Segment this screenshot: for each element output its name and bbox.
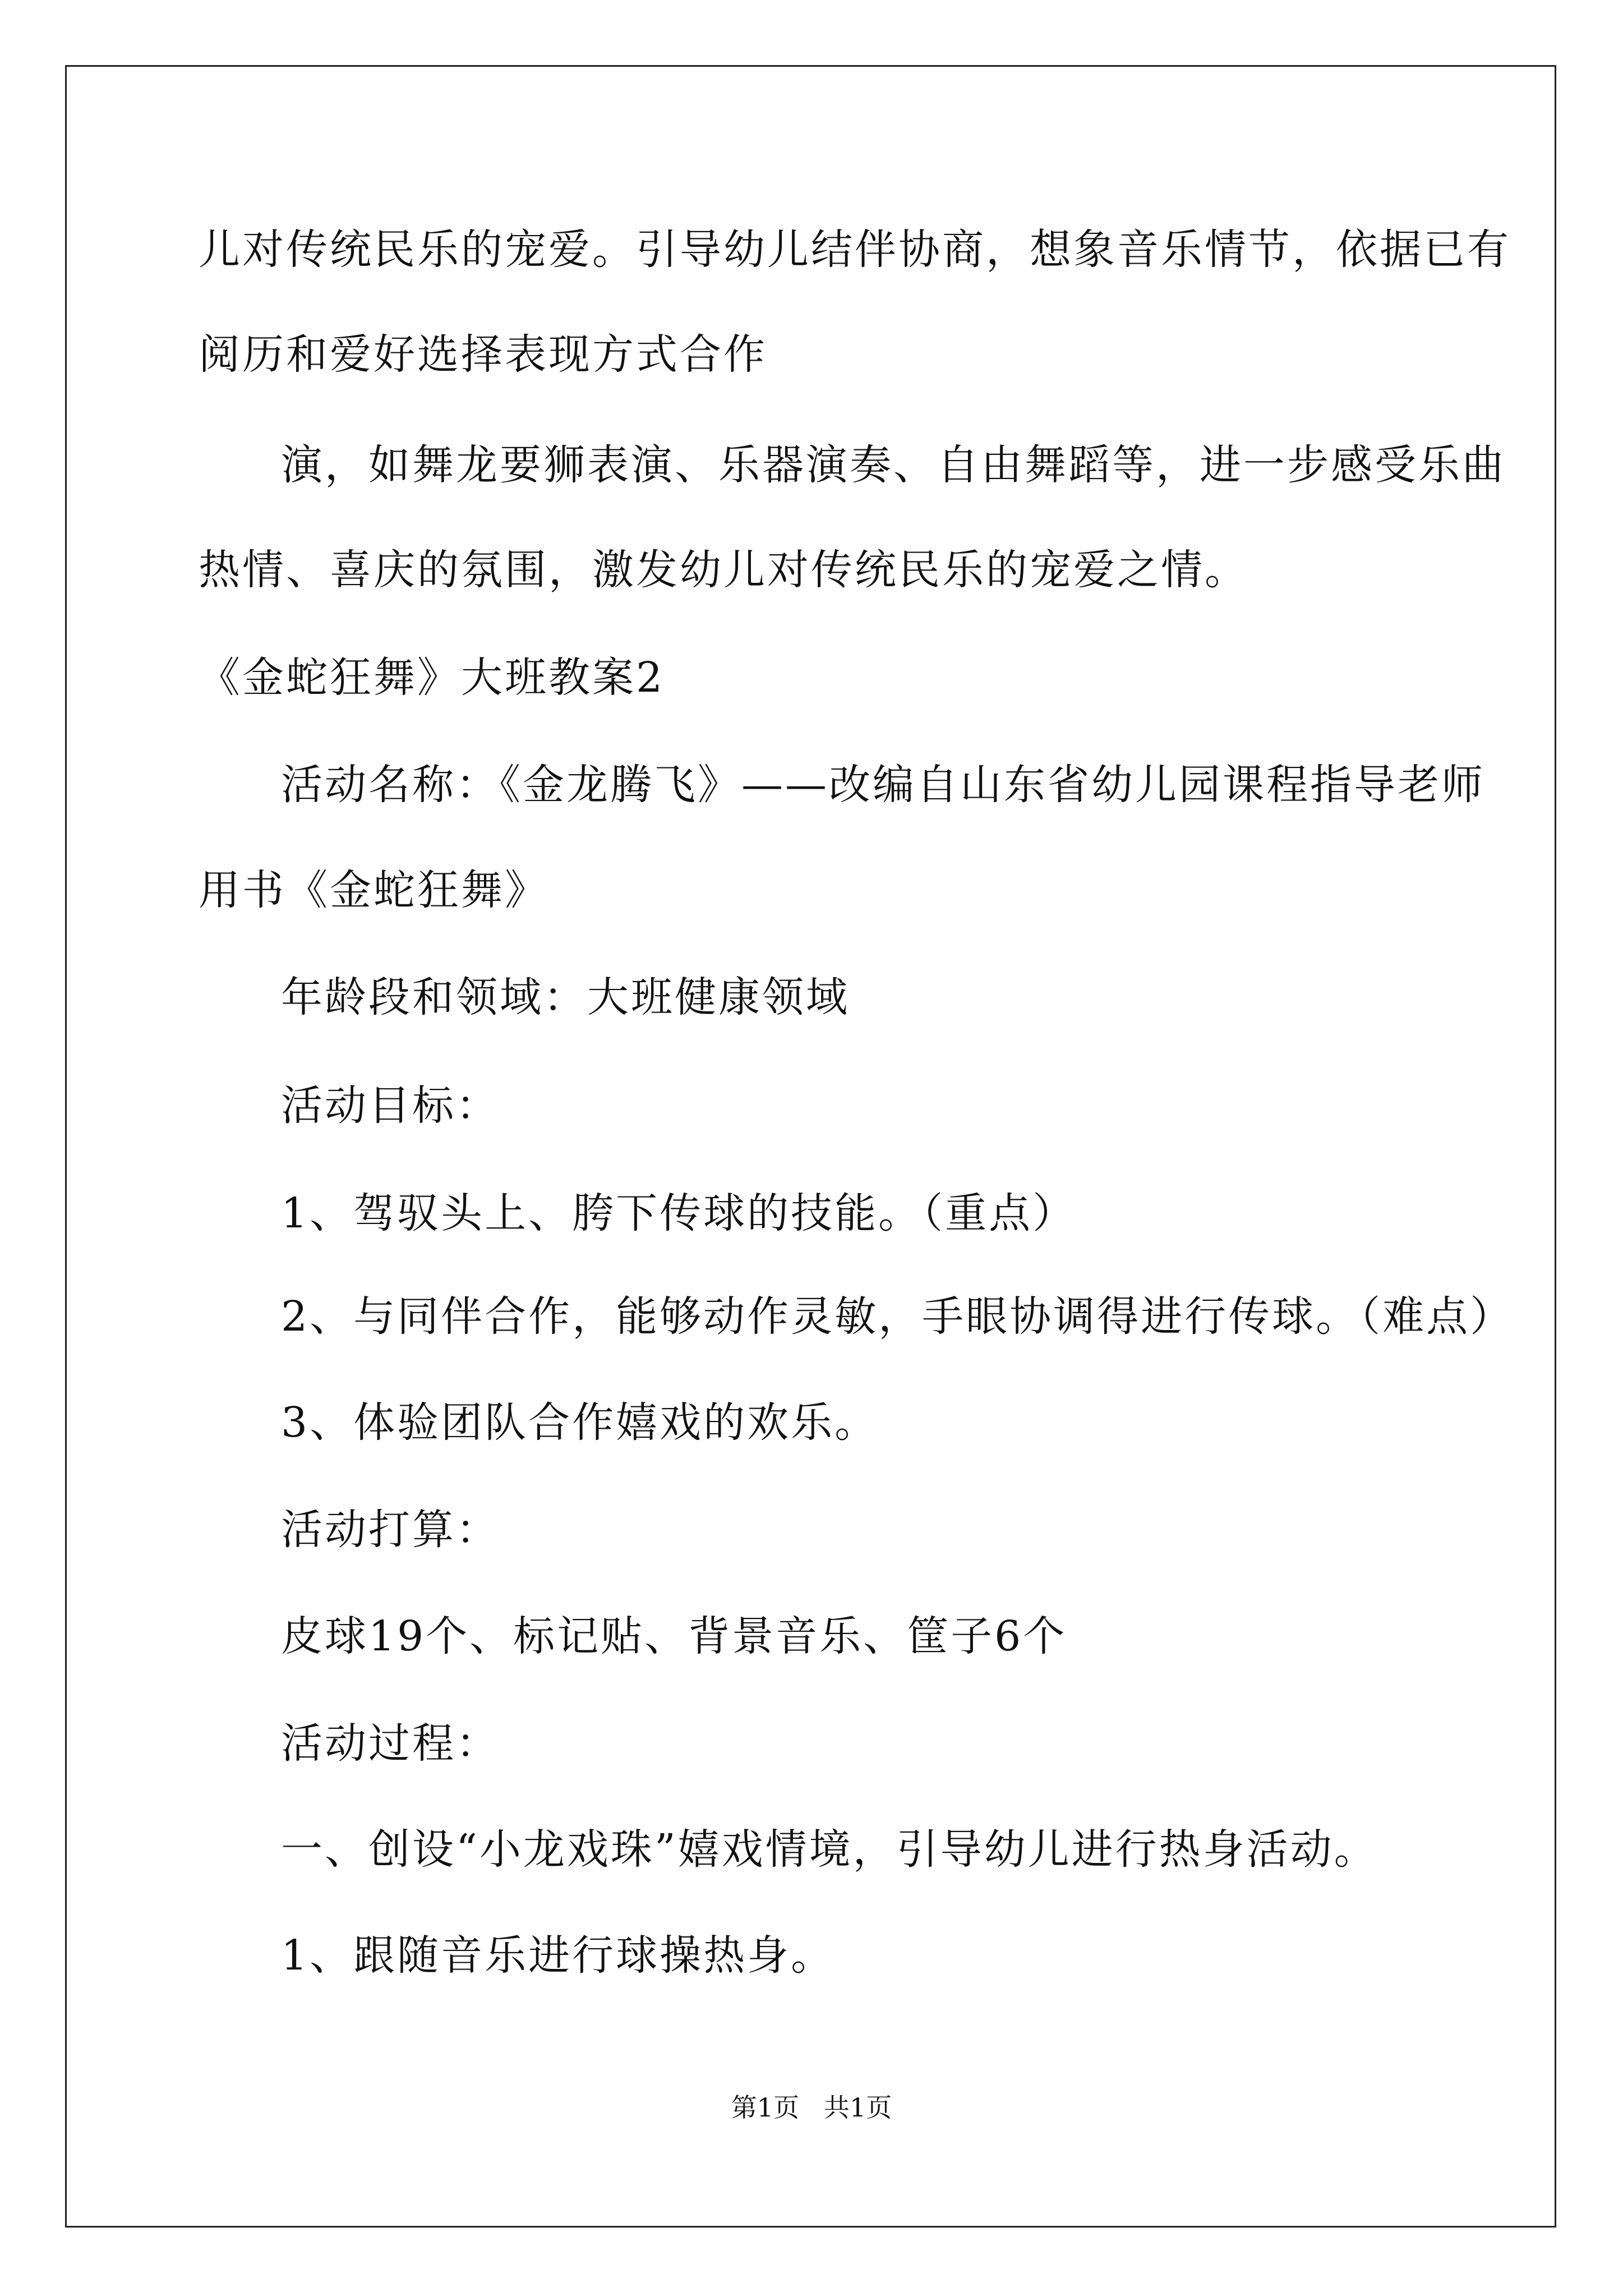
list-item: 1、驾驭头上、胯下传球的技能。（重点） — [281, 1189, 1077, 1237]
list-item: 1、跟随音乐进行球操热身。 — [281, 1931, 835, 1980]
body-text-line: 儿对传统民乐的宠爱。引导幼儿结伴协商，想象音乐情节，依据已有 — [199, 226, 1511, 274]
list-item: 3、体验团队合作嬉戏的欢乐。 — [281, 1398, 879, 1447]
body-text-line: 演，如舞龙要狮表演、乐器演奏、自由舞蹈等，进一步感受乐曲 — [281, 441, 1506, 489]
body-text-line: 活动过程： — [281, 1719, 500, 1768]
body-text-line: 活动目标： — [281, 1082, 500, 1130]
body-text-line: 年龄段和领域：大班健康领域 — [281, 973, 850, 1022]
body-text-line: 阅历和爱好选择表现方式合作 — [199, 330, 767, 379]
section-heading: 《金蛇狂舞》大班教案2 — [199, 654, 665, 702]
body-text-line: 活动名称：《金龙腾飞》——改编自山东省幼儿园课程指导老师 — [281, 761, 1485, 809]
page-footer: 第1页 共1页 — [731, 2092, 892, 2123]
list-item: 2、与同伴合作，能够动作灵敏，手眼协调得进行传球。（难点） — [281, 1292, 1514, 1341]
body-text-line: 用书《金蛇狂舞》 — [199, 866, 548, 914]
body-text-line: 热情、喜庆的氛围，激发幼儿对传统民乐的宠爱之情。 — [199, 546, 1248, 594]
body-text-line: 活动打算： — [281, 1506, 500, 1554]
body-text-line: 一、创设“小龙戏珠”嬉戏情境，引导幼儿进行热身活动。 — [281, 1825, 1378, 1874]
page-border — [65, 65, 1556, 2228]
body-text-line: 皮球19个、标记贴、背景音乐、筐子6个 — [281, 1612, 1067, 1660]
